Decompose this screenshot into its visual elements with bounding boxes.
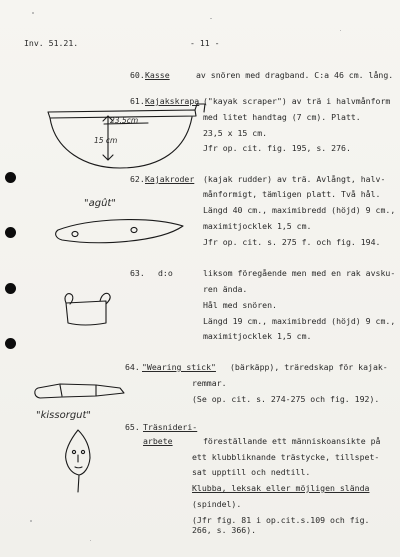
entry-62-line: månformigt, tämligen platt. Två hål.: [203, 189, 381, 199]
entry-63-line: maximitjocklek 1,5 cm.: [203, 331, 312, 341]
entry-60-name: Kasse: [145, 70, 170, 80]
wearing-stick-sketch: [35, 384, 124, 398]
entry-60-number: 60.: [130, 70, 145, 80]
entry-62-name: Kajakroder: [145, 174, 195, 184]
entry-63-line: Hål med snören.: [203, 300, 277, 310]
entry-64-line: remmar.: [192, 378, 227, 388]
rudder-sketch: [56, 220, 183, 243]
scraper-width-label: 23,5cm: [110, 116, 139, 125]
entry-64-line: (bärkäpp), träredskap för kajak-: [230, 362, 388, 372]
entry-62-line: Jfr op. cit. s. 275 f. och fig. 194.: [203, 237, 381, 247]
page-number: - 11 -: [190, 38, 220, 48]
scraper-height-label: 15 cm: [94, 136, 118, 145]
entry-62-line: Längd 40 cm., maximibredd (höjd) 9 cm.,: [203, 205, 396, 215]
rudder-name-label: "agût": [84, 198, 116, 209]
entry-65-number: 65.: [125, 422, 140, 432]
entry-60-line: av snören med dragband. C:a 46 cm. lång.: [196, 70, 394, 80]
entry-62-line: maximitjocklek 1,5 cm.: [203, 221, 312, 231]
entry-64-line: (Se op. cit. s. 274-275 och fig. 192).: [192, 394, 380, 404]
rudder-short-sketch: [65, 293, 110, 325]
entry-62-line: (kajak rudder) av trä. Avlångt, halv-: [203, 174, 386, 184]
inventory-number: Inv. 51.21.: [24, 38, 79, 48]
entry-61-line: ("kayak scraper") av trä i halvmånform: [203, 96, 391, 106]
entry-61-line: 23,5 x 15 cm.: [203, 128, 268, 138]
entry-62-number: 62.: [130, 174, 145, 184]
entry-65-line: (spindel).: [192, 499, 242, 509]
entry-63-number: 63.: [130, 268, 145, 278]
scraper-sketch: [48, 104, 205, 168]
entry-65-line: Klubba, leksak eller möjligen slända: [192, 483, 370, 493]
entry-65-line: (Jfr fig. 81 i op.cit.s.109 och fig.: [192, 515, 370, 525]
stick-name-label: "kissorgut": [36, 410, 92, 421]
entry-61-line: Jfr op. cit. fig. 195, s. 276.: [203, 143, 351, 153]
entry-65-line: ett klubbliknande trästycke, tillspet-: [192, 452, 380, 462]
entry-65-line: sat upptill och nedtill.: [192, 467, 311, 477]
entry-63-line: ren ända.: [203, 284, 248, 294]
entry-64-name: "Wearing stick": [142, 362, 216, 372]
entry-65-line: 266, s. 366).: [192, 525, 257, 535]
entry-63-line: Längd 19 cm., maximibredd (höjd) 9 cm.,: [203, 316, 396, 326]
entry-61-number: 61.: [130, 96, 145, 106]
carving-sketch: [66, 430, 90, 492]
entry-63-line: liksom föregående men med en rak avsku-: [203, 268, 396, 278]
entry-61-line: med litet handtag (7 cm). Platt.: [203, 112, 361, 122]
entry-61-name: Kajakskrapa: [145, 96, 200, 106]
entry-64-number: 64.: [125, 362, 140, 372]
entry-65-name: arbete: [143, 436, 173, 446]
entry-65-line: föreställande ett människoansikte på: [203, 436, 381, 446]
entry-63-name: d:o: [158, 268, 173, 278]
entry-65-name: Träsnideri-: [143, 422, 198, 432]
